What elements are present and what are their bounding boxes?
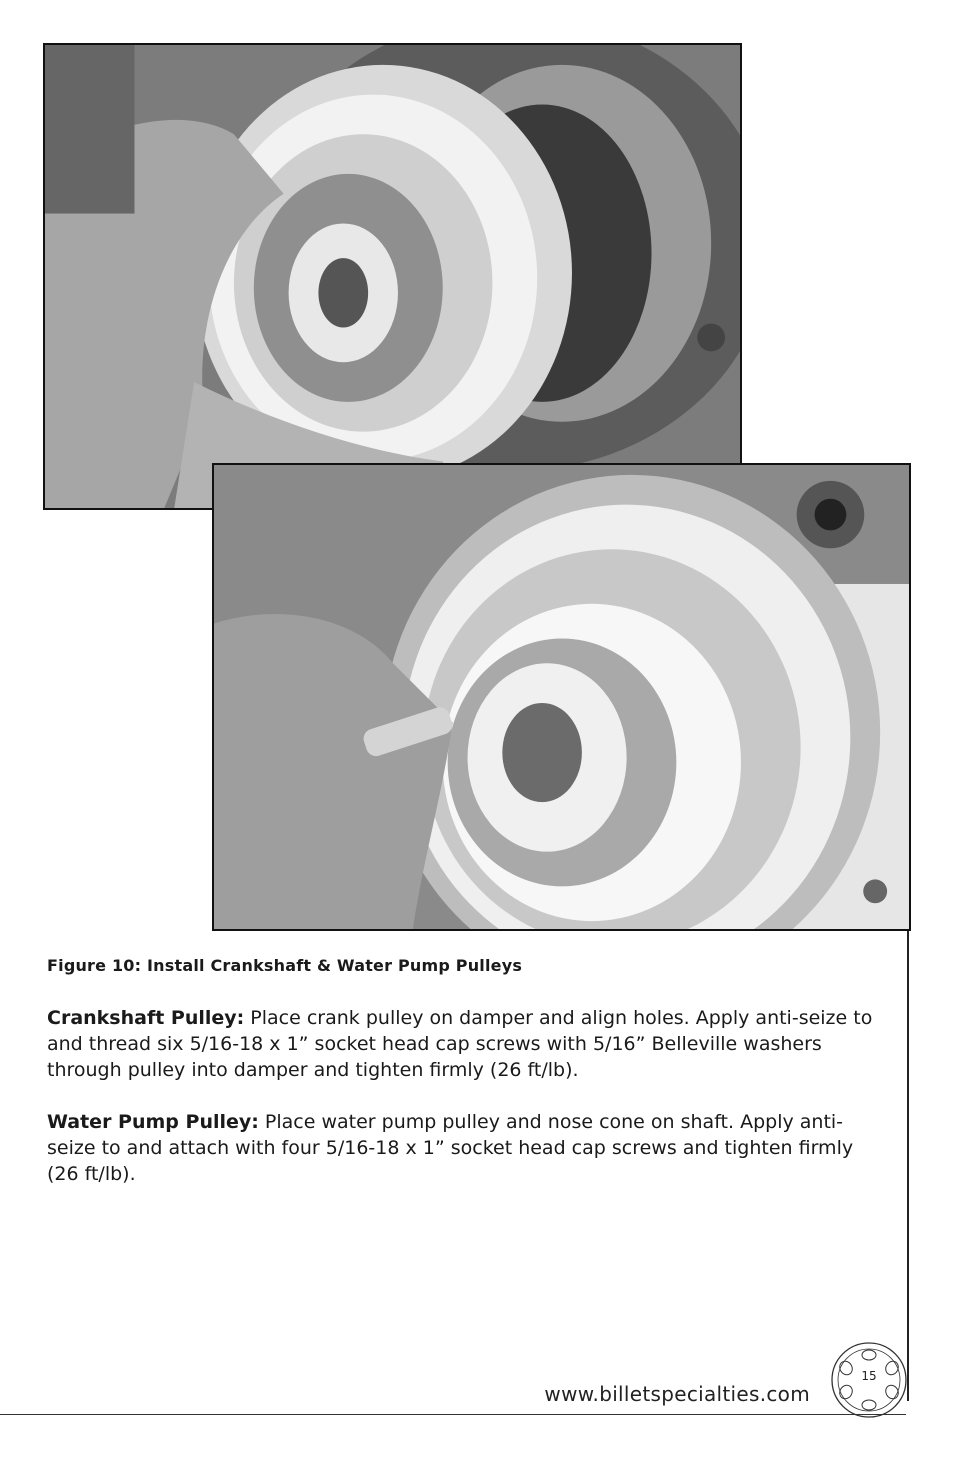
crankshaft-pulley-text: Place crank pulley on damper and align holes. Apply anti-seize to and thread six 5/16-18 x 1” socket head cap screws with 5/16” Belleville washers through pulley into damper and tighten firmly (26 ft/lb). <box>47 1007 873 1081</box>
figure-caption: Figure 10: Install Crankshaft & Water Pump Pulleys <box>47 956 523 975</box>
water-pump-pulley-heading: Water Pump Pulley: <box>47 1111 259 1133</box>
crankshaft-pulley-illustration <box>45 45 740 508</box>
crankshaft-pulley-paragraph <box>47 1005 877 1083</box>
footer-website: www.billetspecialties.com <box>544 1382 810 1406</box>
crankshaft-pulley-heading: Crankshaft Pulley: <box>47 1007 245 1029</box>
page-number: 15 <box>861 1369 877 1383</box>
footer-rule <box>0 1414 906 1415</box>
water-pump-pulley-photo <box>212 463 911 931</box>
crankshaft-pulley-photo <box>43 43 742 510</box>
water-pump-pulley-paragraph <box>47 1109 877 1187</box>
water-pump-pulley-illustration <box>214 465 909 929</box>
right-margin-rule <box>907 931 909 1401</box>
water-pump-pulley-text: Place water pump pulley and nose cone on shaft. Apply anti-seize to and attach with four 5/16-18 x 1” socket head cap screws and tighten firmly (26 ft/lb). <box>47 1111 854 1185</box>
